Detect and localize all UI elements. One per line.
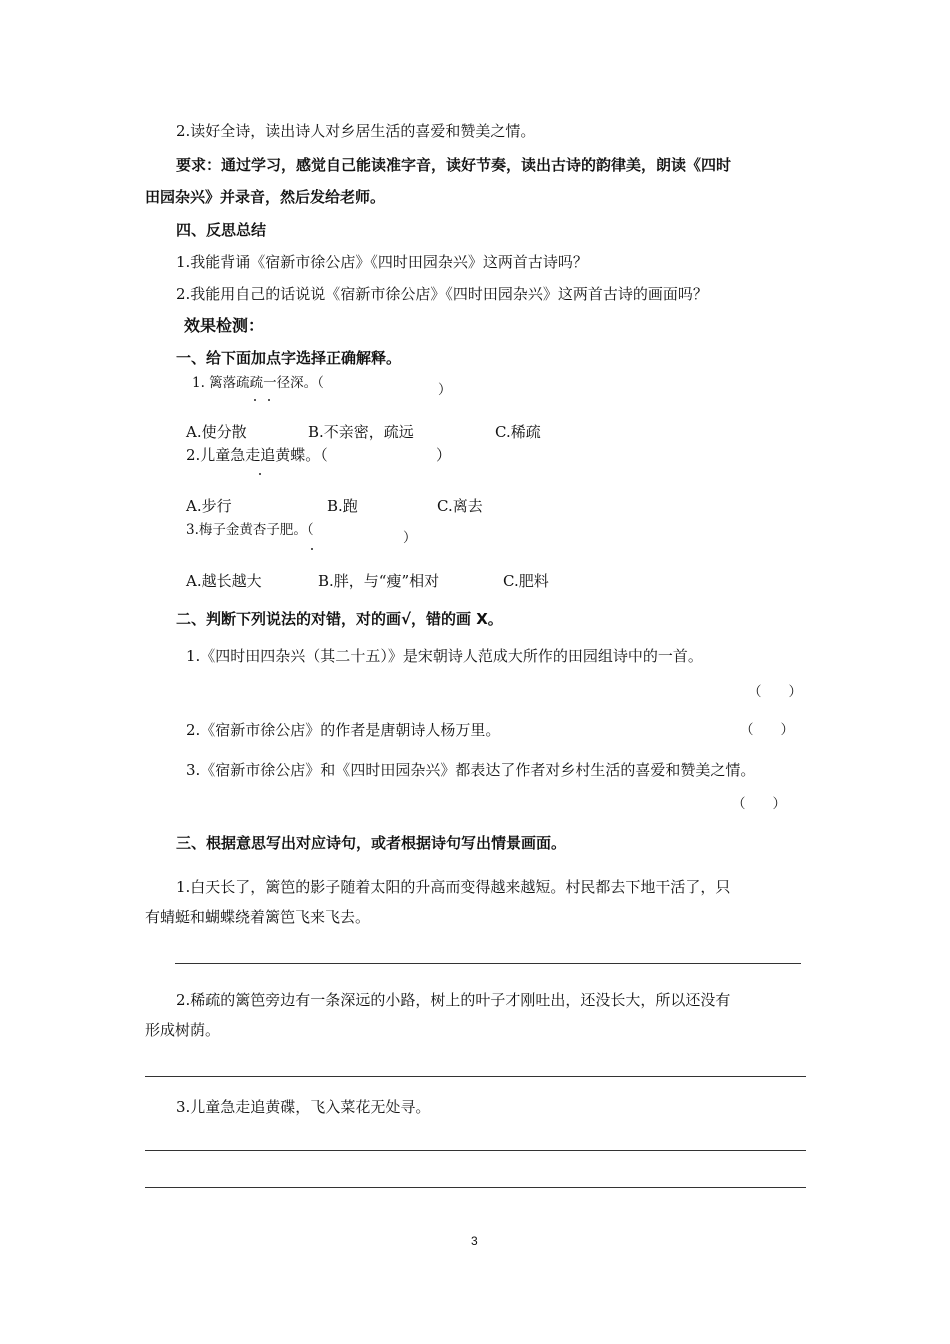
part1-q1-close: ）: [438, 382, 452, 398]
part1-q1-option-b: B.不亲密，疏远: [308, 423, 414, 441]
part1-q2-option-c: C.离去: [437, 497, 483, 515]
part1-q2-option-a: A.步行: [186, 497, 232, 515]
part1-q3-option-b: B.胖，与“瘦”相对: [318, 572, 440, 590]
part1-q3-option-c: C.肥料: [503, 572, 549, 590]
part1-heading: 一、给下面加点字选择正确解释。: [176, 349, 402, 367]
emphasis-dot: [311, 548, 313, 550]
requirement-line2: 田园杂兴》并录音，然后发给老师。: [145, 188, 386, 206]
part2-statement2: 2.《宿新市徐公店》的作者是唐朝诗人杨万里。: [186, 721, 501, 739]
reflection-q2: 2.我能用自己的话说说《宿新市徐公店》《四时田园杂兴》这两首古诗的画面吗？: [176, 285, 708, 303]
part3-p2-line1: 2.稀疏的篱笆旁边有一条深远的小路，树上的叶子才刚吐出，还没长大，所以还没有: [176, 991, 731, 1009]
part2-heading: 二、判断下列说法的对错，对的画√，错的画 X。: [176, 610, 503, 628]
answer-line: [175, 963, 801, 964]
part1-q3-option-a: A.越长越大: [186, 572, 262, 590]
requirement-line1: 要求：通过学习，感觉自己能读准字音，读好节奏，读出古诗的韵律美，朗读《四时: [176, 156, 732, 174]
emphasis-dot: [259, 473, 261, 475]
part3-p3: 3.儿童急走追黄碟，飞入菜花无处寻。: [176, 1098, 431, 1116]
part1-q1-option-a: A.使分散: [186, 423, 247, 441]
answer-bracket: （ ）: [732, 796, 786, 812]
section3-item2: 2.读好全诗，读出诗人对乡居生活的喜爱和赞美之情。: [176, 122, 536, 140]
page-number: 3: [471, 1234, 478, 1248]
answer-line: [145, 1187, 806, 1188]
answer-line: [145, 1076, 806, 1077]
section4-heading: 四、反思总结: [176, 221, 267, 239]
part2-statement3: 3.《宿新市徐公店》和《四时田园杂兴》都表达了作者对乡村生活的喜爱和赞美之情。: [186, 761, 756, 779]
answer-line: [145, 1150, 806, 1151]
part3-p1-line2: 有蜻蜓和蝴蝶绕着篱笆飞来飞去。: [145, 908, 371, 926]
part3-heading: 三、根据意思写出对应诗句，或者根据诗句写出情景画面。: [176, 834, 567, 852]
part2-statement1: 1.《四时田四杂兴（其二十五）》是宋朝诗人范成大所作的田园组诗中的一首。: [186, 647, 703, 665]
effect-title: 效果检测：: [184, 316, 265, 335]
part1-q3-stem: 3.梅子金黄杏子肥。（: [186, 522, 314, 538]
part1-q1-stem: 1. 篱落疏疏一径深。（: [192, 375, 324, 391]
emphasis-dot: [268, 399, 270, 401]
part1-q1-option-c: C.稀疏: [495, 423, 541, 441]
part1-q2-stem: 2.儿童急走追黄蝶。（: [186, 446, 328, 464]
part1-q2-option-b: B.跑: [327, 497, 358, 515]
part1-q3-close: ）: [403, 530, 417, 546]
answer-bracket: （ ）: [748, 684, 802, 700]
part3-p1-line1: 1.白天长了，篱笆的影子随着太阳的升高而变得越来越短。村民都去下地干活了，只: [176, 878, 731, 896]
answer-bracket: （ ）: [740, 722, 794, 738]
emphasis-dot: [254, 399, 256, 401]
part1-q2-close: ）: [436, 446, 452, 464]
part3-p2-line2: 形成树荫。: [145, 1021, 221, 1039]
reflection-q1: 1.我能背诵《宿新市徐公店》《四时田园杂兴》这两首古诗吗？: [176, 253, 588, 271]
